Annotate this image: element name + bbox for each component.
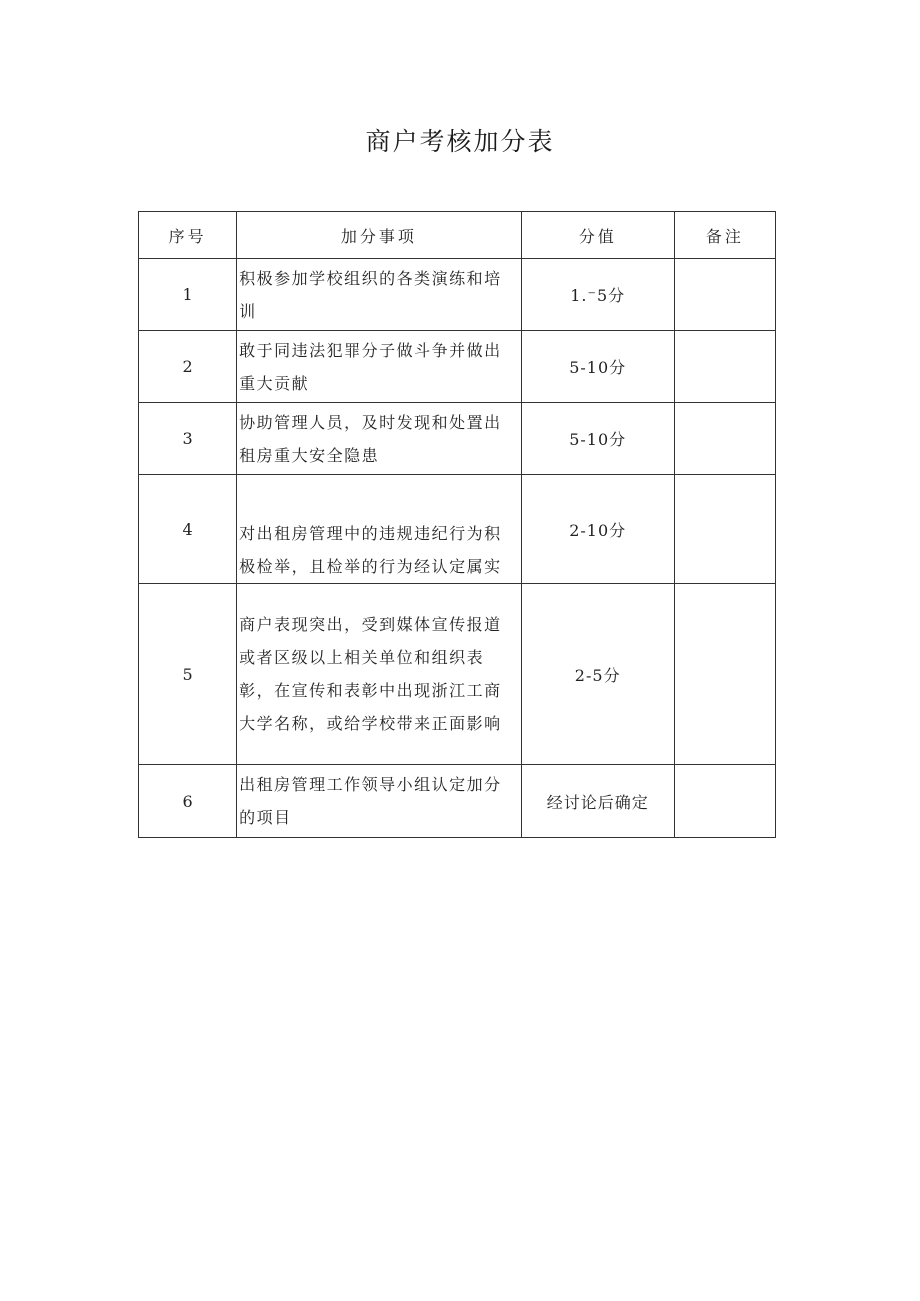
row-item: 商户表现突出，受到媒体宣传报道或者区级以上相关单位和组织表彰，在宣传和表彰中出现浙江工商大学名称，或给学校带来正面影响 <box>237 584 521 765</box>
row-number: 5 <box>139 584 237 765</box>
row-remark <box>674 403 775 475</box>
header-item: 加分事项 <box>237 212 521 259</box>
table-row <box>139 475 776 584</box>
header-no: 序号 <box>139 212 237 259</box>
row-item: 敢于同违法犯罪分子做斗争并做出重大贡献 <box>237 331 521 403</box>
table-row <box>139 584 776 765</box>
row-remark <box>674 475 775 584</box>
table-row <box>139 765 776 838</box>
row-score: 2-5分 <box>521 584 674 765</box>
row-remark <box>674 259 775 331</box>
header-score: 分值 <box>521 212 674 259</box>
row-score: 2-10分 <box>521 475 674 584</box>
score-table <box>138 211 776 838</box>
row-item: 协助管理人员，及时发现和处置出租房重大安全隐患 <box>237 403 521 475</box>
row-score: 1.⁻5分 <box>521 259 674 331</box>
row-number: 3 <box>139 403 237 475</box>
row-score: 5-10分 <box>521 403 674 475</box>
page-title: 商户考核加分表 <box>365 127 555 156</box>
row-number: 6 <box>139 765 237 838</box>
table-header-row <box>139 212 776 259</box>
row-item: 对出租房管理中的违规违纪行为积极检举，且检举的行为经认定属实 <box>237 475 521 584</box>
table-row <box>139 331 776 403</box>
table-row <box>139 259 776 331</box>
row-remark <box>674 765 775 838</box>
table-row <box>139 403 776 475</box>
row-number: 2 <box>139 331 237 403</box>
header-remark: 备注 <box>674 212 775 259</box>
row-remark <box>674 584 775 765</box>
row-number: 4 <box>139 475 237 584</box>
row-score: 经讨论后确定 <box>521 765 674 838</box>
row-item: 积极参加学校组织的各类演练和培训 <box>237 259 521 331</box>
row-number: 1 <box>139 259 237 331</box>
row-item: 出租房管理工作领导小组认定加分的项目 <box>237 765 521 838</box>
row-remark <box>674 331 775 403</box>
row-score: 5-10分 <box>521 331 674 403</box>
